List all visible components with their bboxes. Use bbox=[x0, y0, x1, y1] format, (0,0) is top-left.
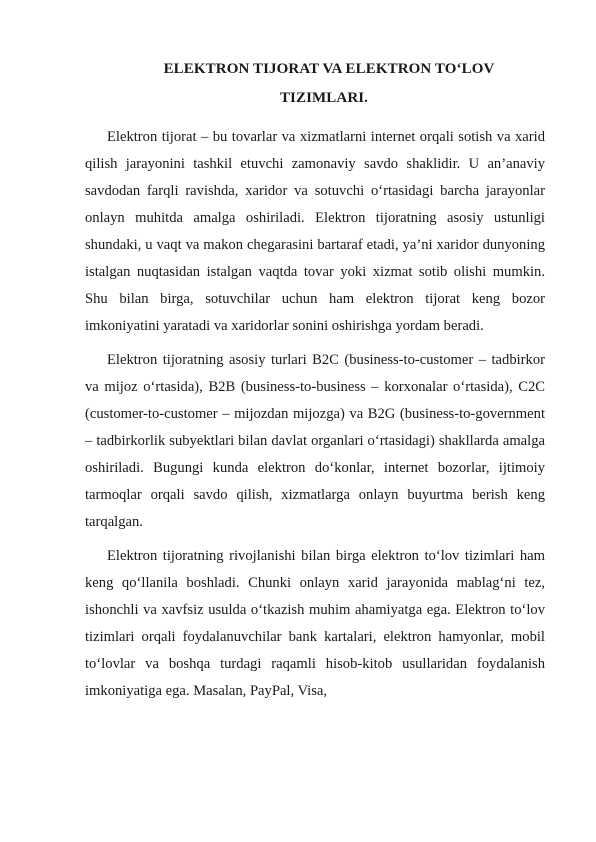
document-body bbox=[85, 124, 545, 712]
document-title-line-1: ELEKTRON TIJORAT VA ELEKTRON TO‘LOV bbox=[163, 61, 495, 77]
paragraph-1: Elektron tijorat – bu tovarlar va xizmatlarni internet orqali sotish va xarid qilish jarayonini tashkil etuvchi zamonaviy savdo shaklidir. U an’anaviy savdodan farqli ravishda, xaridor va sotuvchi o‘rtasidagi barcha jarayonlar onlayn muhitda amalga oshiriladi. Elektron tijoratning asosiy ustunligi shundaki, u vaqt va makon chegarasini bartaraf etadi, ya’ni xaridor dunyoning istalgan nuqtasidan istalgan vaqtda tovar yoki xizmat sotib olishi mumkin. Shu bilan birga, sotuvchilar uchun ham elektron tijorat keng bozor imkoniyatini yaratadi va xaridorlar sonini oshirishga yordam beradi. bbox=[85, 129, 545, 334]
document-title-line-2: TIZIMLARI. bbox=[279, 90, 369, 106]
paragraph-3: Elektron tijoratning rivojlanishi bilan birga elektron to‘lov tizimlari ham keng qo‘llanila boshladi. Chunki onlayn xarid jarayonida mablag‘ni tez, ishonchli va xavfsiz usulda o‘tkazish muhim ahamiyatga ega. Elektron to‘lov tizimlari orqali foydalanuvchilar bank kartalari, elektron hamyonlar, mobil to‘lovlar va boshqa turdagi raqamli hisob-kitob usullaridan foydalanish imkoniyatiga ega. Masalan, PayPal, Visa, bbox=[85, 548, 545, 699]
paragraph-2: Elektron tijoratning asosiy turlari B2C (business-to-customer – tadbirkor va mijoz o‘rtasida), B2B (business-to-business – korxonalar o‘rtasida), C2C (customer-to-customer – mijozdan mijozga) va B2G (business-to-government – tadbirkorlik subyektlari bilan davlat organlari o‘rtasidagi) shakllarda amalga oshiriladi. Bugungi kunda elektron do‘konlar, internet bozorlar, ijtimoiy tarmoqlar orqali savdo qilish, xizmatlarga onlayn buyurtma berish keng tarqalgan. bbox=[85, 352, 545, 530]
